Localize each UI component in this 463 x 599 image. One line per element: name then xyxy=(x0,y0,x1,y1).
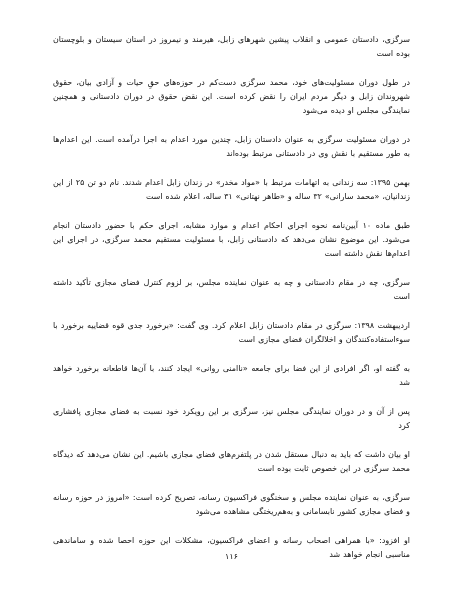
paragraph-12: او افزود: «با همراهی اصحاب رسانه و اعضای فراکسیون، مشکلات این حوزه احصا شده و ساماندهی مناسبی انجام خواهد شد xyxy=(53,536,410,559)
page-number: ۱۱۶ xyxy=(225,552,238,561)
paragraph-8: به گفته او، اگر افرادی از این فضا برای جامعه «ناامنی روانی» ایجاد کنند، با آن‌ها قاطعانه برخورد خواهد شد xyxy=(53,364,410,387)
paragraph-7: اردیبهشت ۱۳۹۸: سرگزی در مقام دادستان زابل اعلام کرد. وی گفت: «برخورد جدی قوه قضاییه برخورد با سوءاستفاده‌کنندگان و اخلالگران فضای مجازی است xyxy=(53,321,410,344)
paragraph-6: سرگزی، چه در مقام دادستانی و چه به عنوان نماینده مجلس، بر لزوم کنترل فضای مجازی تأکید داشته است xyxy=(53,278,410,301)
paragraph-9: پس از آن و در دوران نمایندگی مجلس نیز، سرگزی بر این رویکرد خود نسبت به فضای مجازی پافشاری کرد xyxy=(53,407,410,430)
paragraph-11: سرگزی، به عنوان نماینده مجلس و سخنگوی فراکسیون رسانه، تصریح کرده است: «امروز در حوزه رسانه و فضای مجازی کشور نابسامانی و به‌هم‌ریختگی مشاهده می‌شود xyxy=(53,493,410,516)
paragraph-2: در طول دوران مسئولیت‌های خود، محمد سرگزی دست‌کم در حوزه‌های حقِ حیات و آزادی بیان، حقوق شهروندان زابل و دیگر مردم ایران را نقض کرده است. این نقض حقوق در دوران دادستانی و همچنین نمایندگی مجلس او دیده می‌شود xyxy=(53,78,410,115)
paragraph-3: در دوران مسئولیت سرگزی به عنوان دادستان زابل، چندین مورد اعدام به اجرا درآمده است. این اعدام‌ها به طور مستقیم با نقش وی در دادستانی مرتبط بوده‌اند xyxy=(53,135,410,158)
paragraph-5: طبق ماده ۱۰ آیین‌نامه نحوه اجرای احکام اعدام و موارد مشابه، اجرای حکم با حضور دادستان انجام می‌شود. این موضوع نشان می‌دهد که دادستانی زابل، با مسئولیت مستقیم محمد سرگزی، در اجرای این اعدام‌ها نقش داشته است xyxy=(53,221,410,258)
document-body xyxy=(53,33,410,577)
paragraph-10: او بیان داشت که باید به دنبال مستقل شدن در پلتفرم‌های فضای مجازی باشیم. این نشان می‌دهد که دیدگاه محمد سرگزی در این خصوص ثابت بوده است xyxy=(53,450,410,473)
paragraph-1: سرگزی، دادستان عمومی و انقلاب پیشین شهرهای زابل، هیرمند و نیمروز در استان سیستان و بلوچستان بوده است xyxy=(53,35,410,58)
paragraph-4: بهمن ۱۳۹۵: سه زندانی به اتهامات مرتبط با «مواد مخدر» در زندان زابل اعدام شدند. نام دو تن ۲۵ از این زندانیان، «محمد سارانی» ۳۲ ساله و «طاهر نهتانی» ۳۱ ساله، اعلام شده است xyxy=(53,178,410,201)
